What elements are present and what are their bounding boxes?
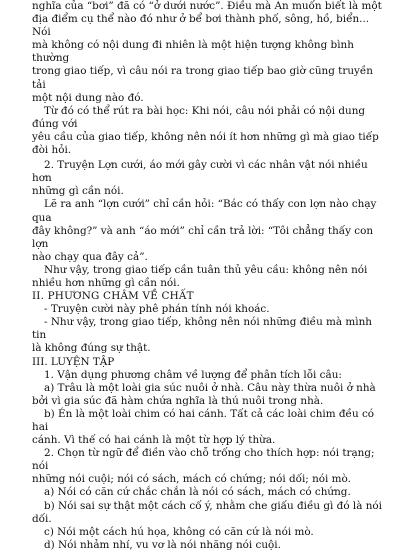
text-line: Như vậy, trong giao tiếp cần tuân thủ yêu cầu: không nên nói: [44, 263, 368, 276]
text-line: Từ đó có thể rút ra bài học: Khi nói, câu nói phải có nội dung đúng với: [32, 104, 366, 130]
text-line: 1. Vận dụng phương châm về lượng để phân tích lỗi câu:: [44, 368, 342, 381]
text-line: là không đúng sự thật.: [32, 342, 151, 355]
text-line: b) Nói sai sự thật một cách cố ý, nhằm che giấu điều gì đó là nói dối.: [32, 499, 382, 525]
text-line: mà không có nội dung đi nhiên là một hiện tượng không bình thường: [32, 39, 354, 65]
text-line: d) Nói nhảm nhí, vu vơ là nói nhăng nói cuội.: [44, 538, 281, 551]
text-line: - Truyện cười này phê phán tính nói khoác.: [44, 303, 270, 316]
text-line: những gì cần nói.: [32, 185, 124, 198]
section-heading: III. LUYỆN TẬP: [32, 355, 115, 368]
text-line: a) Trâu là một loài gia súc nuôi ở nhà. Câu này thừa nuôi ở nhà: [44, 381, 376, 394]
text-line: 2. Chọn từ ngữ để điền vào chỗ trống cho thích hợp: nói trạng; nói: [32, 447, 375, 473]
text-line: nghĩa của “bơi” đã có “ở dưới nước”. Điều mà An muốn biết là một: [32, 0, 382, 12]
text-line: nhiều hơn những gì cần nói.: [32, 276, 180, 289]
text-line: yêu cầu của giao tiếp, không nên nói ít hơn những gì mà giao tiếp đòi hỏi.: [32, 130, 379, 157]
text-line: một nội dung nào đó.: [32, 91, 144, 104]
text-line: những nói cuội; nói có sách, mách có chứng; nói dối; nói mò.: [32, 473, 351, 486]
text-line: a) Nói có căn cứ chắc chắn là nói có sách, mách có chứng.: [44, 486, 351, 499]
text-line: trong giao tiếp, vì câu nói ra trong giao tiếp bao giờ cũng truyền tải: [32, 65, 373, 91]
text-line: cánh. Vì thế có hai cánh là một từ hợp lý thừa.: [32, 434, 276, 447]
section-heading: II. PHƯƠNG CHÂM VỀ CHẤT: [32, 290, 194, 303]
text-line: địa điểm cụ thể nào đó như ở bể bơi thành phố, sông, hồ, biển... Nói: [32, 13, 370, 39]
text-line: nào chạy qua đây cả”.: [32, 250, 148, 263]
text-line: 2. Truyện Lợn cưới, áo mới gây cười vì các nhân vật nói nhiều hơn: [32, 159, 368, 185]
text-line: đây không?” và anh “áo mới” chỉ cần trả lời: “Tôi chẳng thấy con lợn: [32, 224, 374, 250]
text-line: Lẽ ra anh “lợn cưới” chỉ cần hỏi: “Bác có thấy con lợn nào chạy qua: [32, 198, 377, 224]
text-line: b) Én là một loài chim có hai cánh. Tất cả các loài chim đều có hai: [32, 407, 375, 433]
text-line: c) Nói một cách hú họa, không có căn cứ là nói mò.: [44, 525, 314, 538]
text-line: bởi vì gia súc đã hàm chứa nghĩa là thú nuôi trong nhà.: [32, 394, 324, 407]
text-line: - Như vậy, trong giao tiếp, không nên nói những điều mà mình tin: [32, 316, 372, 342]
